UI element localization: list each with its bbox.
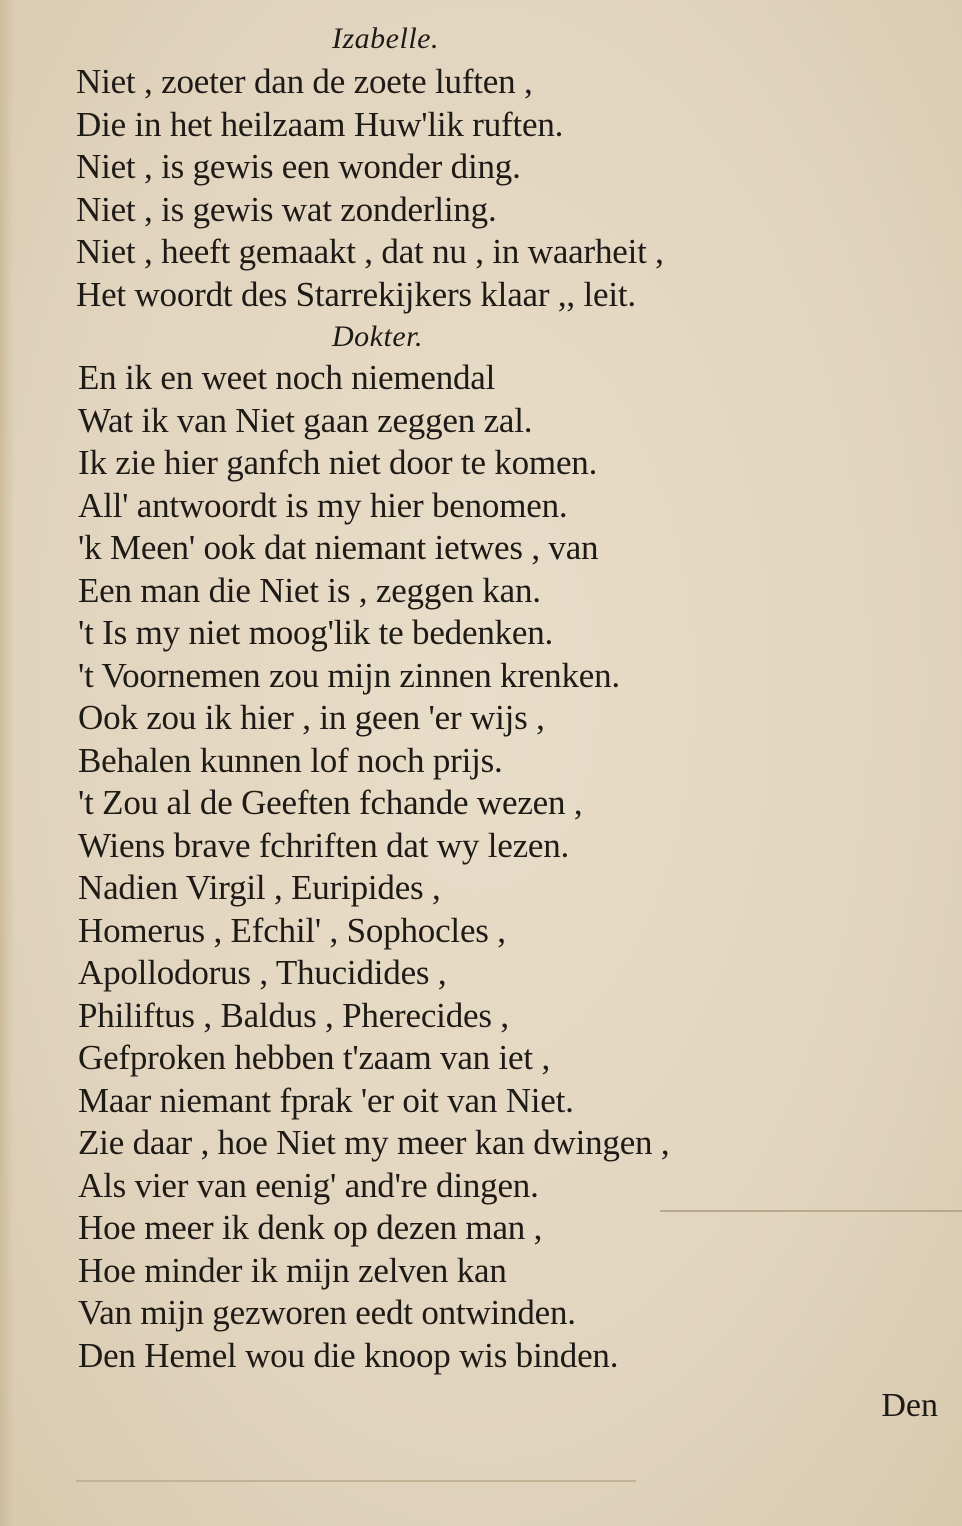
verse-line: Van mijn gezworen eedt ontwinden. (78, 1293, 576, 1332)
verse-line: 't Zou al de Geeften fchande wezen , (78, 783, 583, 822)
verse-line: Zie daar , hoe Niet my meer kan dwingen , (78, 1123, 670, 1162)
verse-line: Ik zie hier ganfch niet door te komen. (78, 443, 598, 482)
catchword: Den (881, 1387, 938, 1424)
verse-line: Die in het heilzaam Huw'lik ruften. (76, 104, 564, 144)
verse-line: Gefproken hebben t'zaam van iet , (78, 1038, 551, 1077)
paper-crease-line (76, 1480, 636, 1482)
paper-fold-line (660, 1210, 962, 1212)
verse-line: Hoe minder ik mijn zelven kan (78, 1250, 507, 1290)
verse-line: Philiftus , Baldus , Pherecides , (78, 995, 509, 1035)
verse-line: Ook zou ik hier , in geen 'er wijs , (78, 698, 545, 737)
verse-line: Apollodorus , Thucidides , (78, 953, 447, 992)
verse-line: Als vier van eenig' and're dingen. (78, 1165, 539, 1205)
verse-line: Een man die Niet is , zeggen kan. (78, 570, 541, 610)
verse-line: 't Is my niet moog'lik te bedenken. (78, 613, 554, 652)
verse-line: 't Voornemen zou mijn zinnen krenken. (78, 655, 620, 695)
verse-line: Homerus , Efchil' , Sophocles , (78, 910, 506, 950)
verse-block-izabelle (76, 61, 664, 316)
verse-line: Den Hemel wou die knoop wis binden. (78, 1335, 619, 1375)
verse-line: Niet , heeft gemaakt , dat nu , in waarheit , (76, 232, 664, 271)
verse-line: Niet , is gewis een wonder ding. (76, 147, 521, 186)
verse-line: 'k Meen' ook dat niemant ietwes , van (78, 528, 599, 567)
verse-line: Nadien Virgil , Euripides , (78, 868, 441, 907)
verse-line: Maar niemant fprak 'er oit van Niet. (78, 1080, 574, 1120)
verse-line: En ik en weet noch niemendal (78, 358, 496, 397)
verse-line: Wiens brave fchriften dat wy lezen. (78, 825, 570, 865)
verse-line: Niet , is gewis wat zonderling. (76, 189, 497, 229)
verse-block-dokter (78, 357, 669, 1377)
verse-line: All' antwoordt is my hier benomen. (78, 485, 568, 525)
verse-line: Wat ik van Niet gaan zeggen zal. (78, 400, 533, 440)
speaker-dokter: Dokter. (332, 320, 423, 353)
page-edge-shadow (0, 0, 14, 1526)
verse-line: Niet , zoeter dan de zoete luften , (76, 62, 533, 101)
verse-line: Het woordt des Starrekijkers klaar ,, leit. (76, 274, 636, 314)
speaker-izabelle: Izabelle. (332, 22, 439, 55)
verse-line: Behalen kunnen lof noch prijs. (78, 740, 503, 780)
verse-line: Hoe meer ik denk op dezen man , (78, 1208, 543, 1247)
